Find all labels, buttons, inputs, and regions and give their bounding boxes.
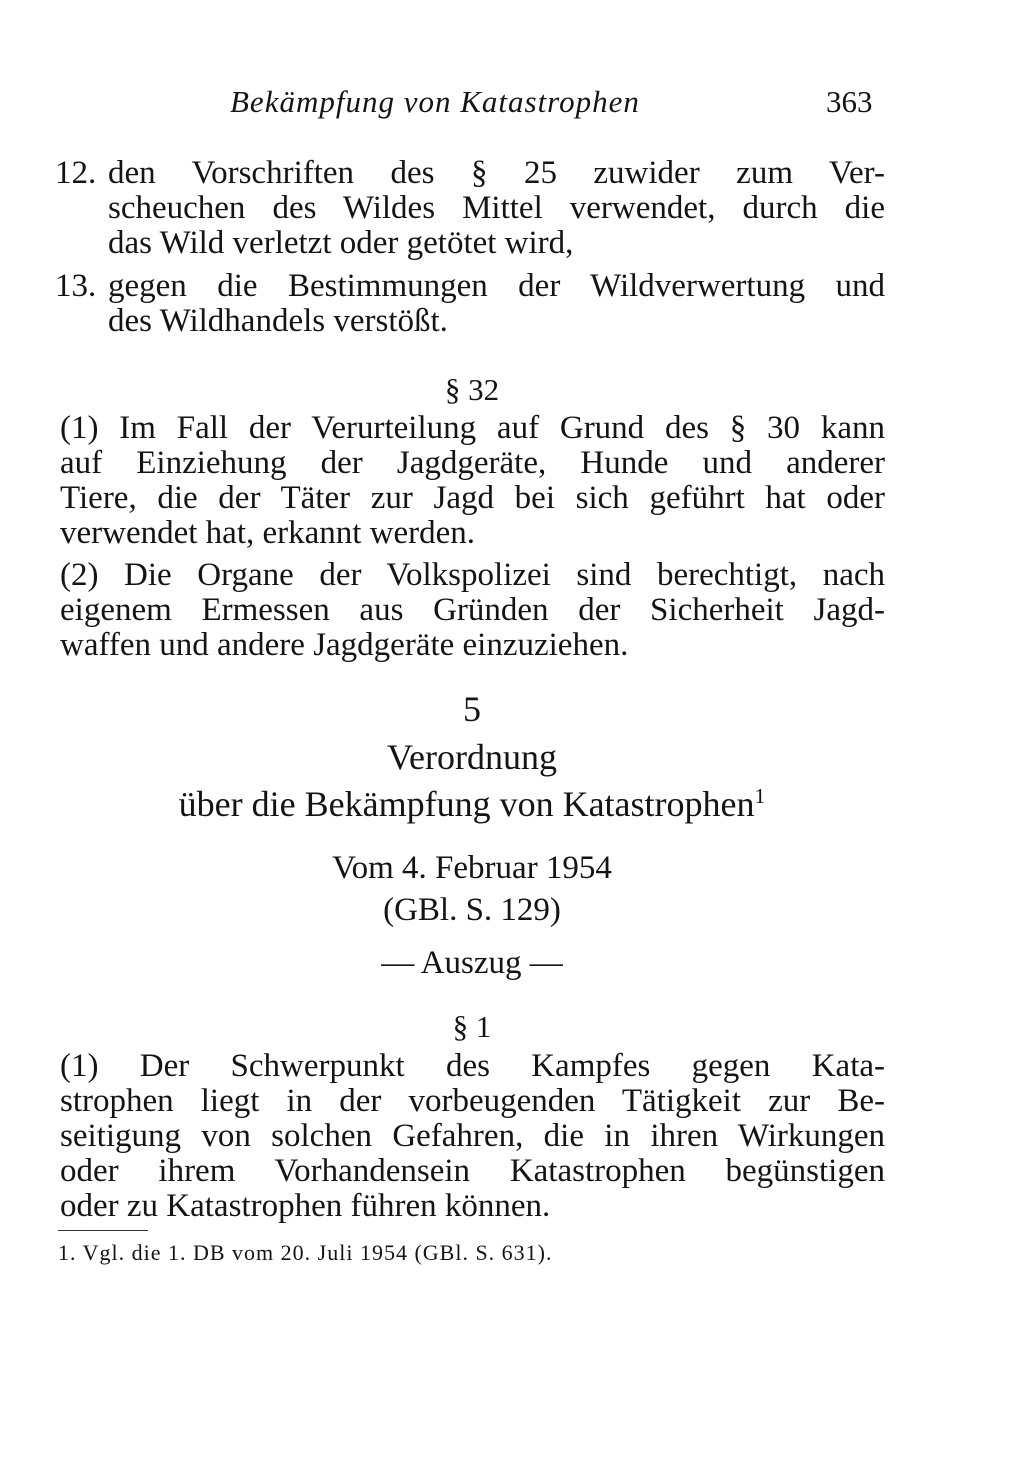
- running-header-title: Bekämpfung von Katastrophen: [230, 84, 640, 119]
- list-item-line: das Wild verletzt oder getötet wird,: [108, 225, 574, 261]
- regulation-subtitle: über die Bekämpfung von Katastrophen: [178, 784, 755, 824]
- paragraph-line: (1) Der Schwerpunkt des Kampfes gegen Kata-: [60, 1048, 885, 1084]
- paragraph-line: (1) Im Fall der Verurteilung auf Grund des § 30 kann: [60, 410, 885, 446]
- page-number: 363: [826, 84, 873, 119]
- regulation-title: Verordnung: [387, 737, 557, 777]
- paragraph-line: auf Einziehung der Jagdgeräte, Hunde und anderer: [60, 445, 885, 481]
- paragraph-line: eigenem Ermessen aus Gründen der Sicherheit Jagd-: [60, 592, 885, 628]
- section-heading: § 32: [444, 372, 500, 407]
- footnote-divider: [58, 1230, 148, 1231]
- list-item-line: scheuchen des Wildes Mittel verwendet, durch die: [108, 190, 885, 226]
- paragraph-line: seitigung von solchen Gefahren, die in ihren Wirkungen: [60, 1118, 885, 1154]
- regulation-source: (GBl. S. 129): [383, 892, 561, 928]
- list-item-line: des Wildhandels verstößt.: [108, 303, 448, 339]
- section-heading: § 1: [452, 1009, 492, 1044]
- paragraph-line: oder ihrem Vorhandensein Katastrophen begünstigen: [60, 1153, 885, 1189]
- regulation-number: 5: [463, 689, 481, 729]
- list-item-number: 12.: [55, 155, 97, 191]
- regulation-date: Vom 4. Februar 1954: [332, 850, 612, 886]
- list-item-line: den Vorschriften des § 25 zuwider zum Ver-: [108, 155, 885, 191]
- footnote: 1. Vgl. die 1. DB vom 20. Juli 1954 (GBl. S. 631).: [58, 1240, 553, 1265]
- paragraph-line: strophen liegt in der vorbeugenden Tätigkeit zur Be-: [60, 1083, 885, 1119]
- list-item-number: 13.: [55, 268, 97, 304]
- list-item-line: gegen die Bestimmungen der Wildverwertung und: [108, 268, 885, 304]
- footnote-marker: 1: [754, 784, 766, 808]
- paragraph-line: verwendet hat, erkannt werden.: [60, 515, 476, 551]
- paragraph-line: waffen und andere Jagdgeräte einzuziehen.: [60, 627, 629, 663]
- excerpt-label: — Auszug —: [381, 945, 563, 981]
- paragraph-line: oder zu Katastrophen führen können.: [60, 1188, 551, 1224]
- paragraph-line: Tiere, die der Täter zur Jagd bei sich geführt hat oder: [60, 480, 885, 516]
- paragraph-line: (2) Die Organe der Volkspolizei sind berechtigt, nach: [60, 557, 885, 593]
- regulation-subtitle-wrap: [0, 785, 944, 823]
